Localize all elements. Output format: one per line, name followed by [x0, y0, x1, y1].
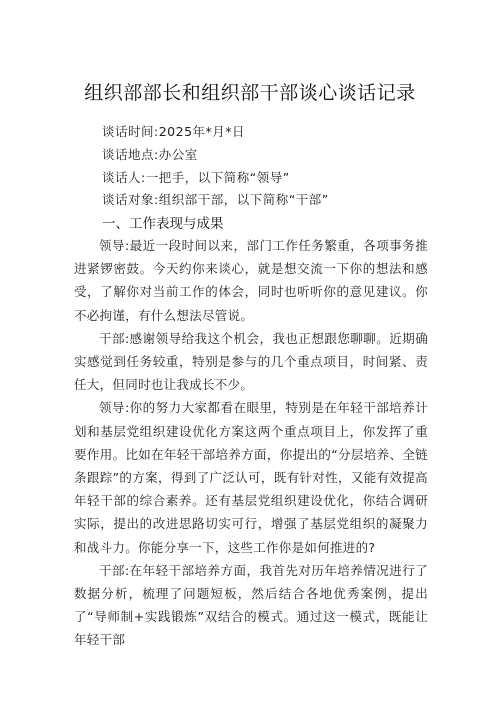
meta-target: 谈话对象:组织部干部，以下简称“干部”	[102, 192, 329, 207]
section-heading: 一、工作表现与成果	[102, 216, 224, 232]
document-title: 组织部部长和组织部干部谈心谈话记录	[84, 82, 416, 104]
paragraph: 干部:在年轻干部培养方面，我首先对历年培养情况进行了数据分析，梳理了问题短板，然后结合各地优秀案例，提出了“导师制+实践锻炼”双结合的模式。通过这一模式，既能让年轻干部	[74, 562, 428, 648]
paragraph: 干部:感谢领导给我这个机会，我也正想跟您聊聊。近期确实感觉到任务较重，特别是参与的几个重点项目，时间紧、责任大，但同时也让我成长不少。	[74, 330, 428, 393]
meta-time: 谈话时间:2025年*月*日	[102, 124, 246, 139]
paragraph: 领导:你的努力大家都看在眼里，特别是在年轻干部培养计划和基层党组织建设优化方案这两个重点项目上，你发挥了重要作用。比如在年轻干部培养方面，你提出的“分层培养、全链条跟踪”的方案，得到了广泛认可，既有针对性，又能有效提高年轻干部的综合素养。还有基层党组织建设优化，你结合调研实际，提出的改进思路切实可行，增强了基层党组织的凝聚力和战斗力。你能分享一下，这些工作你是如何推进的?	[74, 400, 428, 555]
meta-place: 谈话地点:办公室	[102, 147, 198, 162]
meta-speaker: 谈话人:一把手，以下简称“领导”	[102, 170, 290, 185]
document-body	[74, 234, 428, 652]
paragraph: 领导:最近一段时间以来，部门工作任务繁重，各项事务推进紧锣密鼓。今天约你来谈心，就是想交流一下你的想法和感受，了解你对当前工作的体会，同时也听听你的意见建议。你不必拘谨，有什么想法尽管说。	[74, 238, 428, 323]
